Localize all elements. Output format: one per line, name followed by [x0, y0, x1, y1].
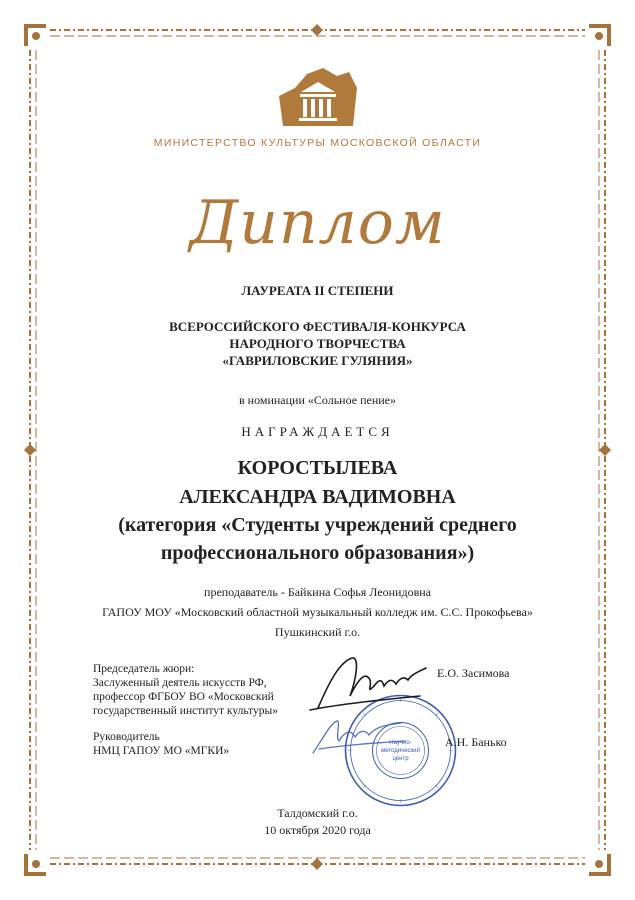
chair-line-4: государственный институт культуры»: [93, 705, 278, 717]
chair-name: Е.О. Засимова: [437, 666, 510, 680]
leader-line-1: Руководитель: [93, 731, 160, 743]
leader-name: А.Н. Банько: [445, 735, 507, 749]
city: Пушкинский г.о.: [274, 625, 361, 639]
recipient-surname: КОРОСТЫЛЕВА: [237, 457, 398, 479]
chair-line-1: Председатель жюри:: [93, 663, 195, 675]
leader-line-2: НМЦ ГАПОУ МО «МГКИ»: [93, 745, 230, 757]
chair-line-3: профессор ФГБОУ ВО «Московский: [93, 691, 274, 703]
chair-line-2: Заслуженный деятель искусств РФ,: [93, 677, 267, 689]
category-line-1: (категория «Студенты учреждений среднего: [118, 514, 517, 536]
chair-signature-icon: [300, 650, 440, 720]
ministry-name: МИНИСТЕРСТВО КУЛЬТУРЫ МОСКОВСКОЙ ОБЛАСТИ: [153, 137, 482, 149]
festival-name: [0, 318, 635, 369]
recipient-name: АЛЕКСАНДРА ВАДИМОВНА: [179, 486, 456, 508]
diploma-title: Диплом: [189, 188, 446, 258]
category-line-2: профессионального образования»): [160, 542, 475, 564]
date: 10 октября 2020 года: [264, 823, 371, 837]
stamp-line-3: центр: [392, 756, 409, 762]
awarded-heading: НАГРАЖДАЕТСЯ: [241, 424, 394, 439]
stamp-line-1: Научно-: [389, 740, 412, 746]
festival-line-2: НАРОДНОГО ТВОРЧЕСТВА: [229, 336, 406, 351]
ministry-logo-icon: [275, 66, 361, 132]
teacher: преподаватель - Байкина Софья Леонидовна: [204, 585, 431, 599]
leader-signature-icon: [305, 715, 415, 760]
jury-chair-title: [93, 662, 278, 718]
festival-line-1: ВСЕРОССИЙСКОГО ФЕСТИВАЛЯ-КОНКУРСА: [169, 319, 466, 334]
festival-line-3: «ГАВРИЛОВСКИЕ ГУЛЯНИЯ»: [222, 353, 413, 368]
leader-title: [93, 730, 229, 758]
college: ГАПОУ МОУ «Московский областной музыкальный колледж им. С.С. Прокофьева»: [102, 605, 533, 619]
place: Талдомский г.о.: [277, 806, 358, 820]
stamp-line-2: методический: [381, 748, 420, 754]
nomination: в номинации «Сольное пение»: [238, 393, 396, 407]
laureate-degree: ЛАУРЕАТА II СТЕПЕНИ: [241, 283, 394, 298]
